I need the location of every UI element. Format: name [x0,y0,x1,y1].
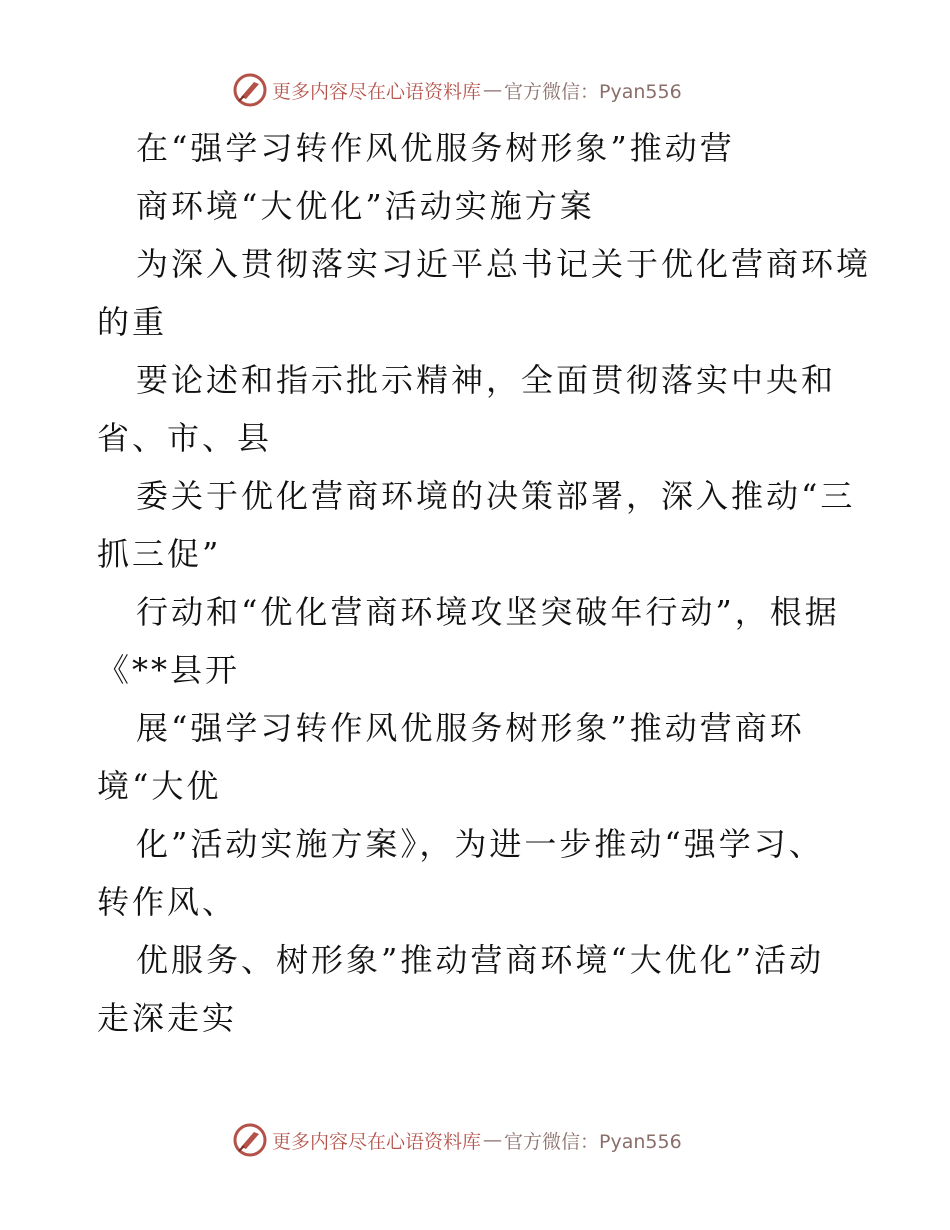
watermark-text: 更多内容尽在心语资料库 [272,80,482,103]
paragraph-line: 为深入贯彻落实习近平总书记关于优化营商环境 [136,245,872,283]
paragraph-line: 转作风、 [97,883,238,921]
document-title-line-1: 在“强学习转作风优服务树形象”推动营 [136,129,735,167]
watermark-separator: — [483,79,503,101]
quill-logo-icon [232,72,268,108]
watermark-meta: 官方微信：Pyan556 [504,80,682,103]
paragraph-line: 行动和“优化营商环境攻坚突破年行动”，根据 [136,593,840,631]
quill-logo-icon [232,1122,268,1158]
paragraph-line: 境“大优 [97,767,222,805]
paragraph-line: 省、市、县 [97,419,273,457]
header-watermark [232,72,682,108]
paragraph-line: 优服务、树形象”推动营商环境“大优化”活动 [136,941,825,979]
paragraph-line: 抓三促” [97,535,222,573]
watermark-separator: — [483,1129,503,1151]
paragraph-line: 委关于优化营商环境的决策部署，深入推动“三 [136,477,856,515]
paragraph-line: 的重 [97,303,168,341]
paragraph-line: 要论述和指示批示精神，全面贯彻落实中央和 [136,361,837,399]
footer-watermark [232,1122,682,1158]
watermark-text: 更多内容尽在心语资料库 [272,1130,482,1153]
paragraph-line: 《**县开 [97,651,241,689]
watermark-meta: 官方微信：Pyan556 [504,1130,682,1153]
paragraph-line: 化”活动实施方案》，为进一步推动“强学习、 [136,825,824,863]
paragraph-line: 展“强学习转作风优服务树形象”推动营商环 [136,709,805,747]
document-title-line-2: 商环境“大优化”活动实施方案 [136,187,595,225]
paragraph-line: 走深走实 [97,999,238,1037]
